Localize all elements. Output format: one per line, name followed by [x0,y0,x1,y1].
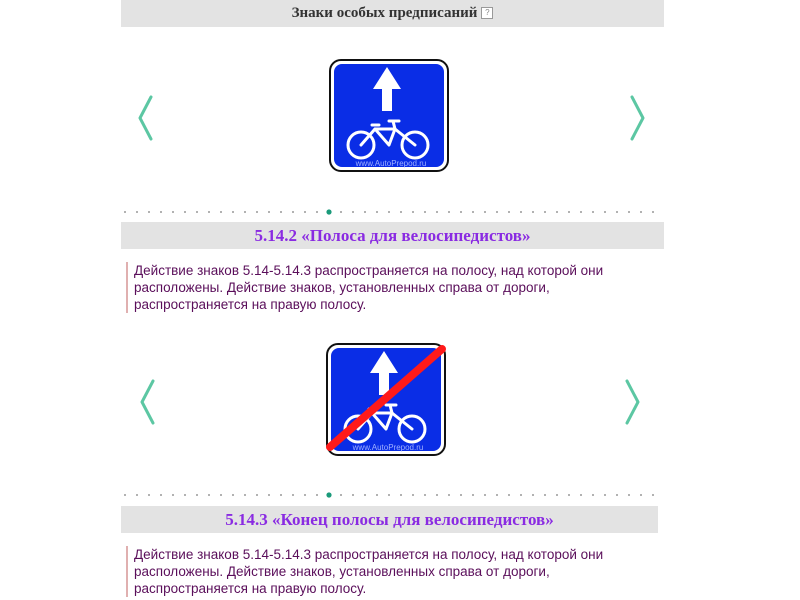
pagination-dot[interactable] [388,211,390,213]
pagination-dot[interactable] [604,211,606,213]
pagination-dot[interactable] [520,211,522,213]
pagination-dot-active[interactable] [326,492,331,497]
pagination-dot[interactable] [280,211,282,213]
pagination-dot[interactable] [448,494,450,496]
pagination-dot[interactable] [628,211,630,213]
pagination-dot[interactable] [136,211,138,213]
pagination-dot[interactable] [160,494,162,496]
pagination-dot[interactable] [304,494,306,496]
pagination-dot[interactable] [592,211,594,213]
pagination-dot[interactable] [148,211,150,213]
pagination-dot[interactable] [472,494,474,496]
help-icon[interactable]: ? [481,7,493,19]
sign-description: Действие знаков 5.14-5.14.3 распространяется на полосу, над которой они расположены. Действие знаков, установленных справа от дороги, распространяется на правую полосу. [126,546,634,597]
pagination-dot[interactable] [424,211,426,213]
pagination-dot[interactable] [568,494,570,496]
sign-watermark: www.AutoPrepod.ru [352,443,424,452]
pagination-dot[interactable] [352,494,354,496]
pagination-dot[interactable] [268,494,270,496]
pagination-dot[interactable] [292,494,294,496]
pagination-dot[interactable] [652,494,654,496]
sign-title: 5.14.3 «Конец полосы для велосипедистов» [121,506,658,533]
pagination-dot[interactable] [364,211,366,213]
pagination-dot[interactable] [556,211,558,213]
pagination-dot[interactable] [160,211,162,213]
pagination-dot[interactable] [244,211,246,213]
pagination-dot[interactable] [496,494,498,496]
pagination-dot[interactable] [148,494,150,496]
chevron-left-icon[interactable] [138,378,158,426]
pagination-dot[interactable] [400,211,402,213]
chevron-right-icon[interactable] [622,378,642,426]
pagination-dot[interactable] [184,211,186,213]
pagination-dot[interactable] [220,211,222,213]
sign-5-14-2-image [329,59,449,172]
pagination-dot[interactable] [520,494,522,496]
pagination-dot[interactable] [532,494,534,496]
pagination-dot[interactable] [532,211,534,213]
pagination-dot[interactable] [124,494,126,496]
pagination-dot[interactable] [496,211,498,213]
pagination-dot[interactable] [196,211,198,213]
pagination-dot[interactable] [388,494,390,496]
pagination-dot[interactable] [508,211,510,213]
pagination-dot[interactable] [460,211,462,213]
pagination-dot[interactable] [628,494,630,496]
pagination-dot-active[interactable] [326,209,331,214]
pagination-dot[interactable] [340,211,342,213]
pagination-dot[interactable] [256,211,258,213]
pagination-dot[interactable] [436,211,438,213]
pagination-dot[interactable] [412,211,414,213]
chevron-left-icon[interactable] [136,94,156,142]
pagination-dot[interactable] [448,211,450,213]
pagination-dot[interactable] [208,211,210,213]
pagination-dot[interactable] [484,211,486,213]
pagination-dot[interactable] [580,494,582,496]
chevron-right-icon[interactable] [627,94,647,142]
carousel-pagination [122,208,662,216]
pagination-dot[interactable] [196,494,198,496]
pagination-dot[interactable] [616,494,618,496]
sign-5-14-3-image [326,343,446,456]
pagination-dot[interactable] [640,211,642,213]
section-heading-bar [121,0,664,27]
pagination-dot[interactable] [376,211,378,213]
sign-watermark: www.AutoPrepod.ru [355,159,427,168]
pagination-dot[interactable] [580,211,582,213]
pagination-dot[interactable] [544,494,546,496]
pagination-dot[interactable] [280,494,282,496]
pagination-dot[interactable] [232,211,234,213]
pagination-dot[interactable] [268,211,270,213]
pagination-dot[interactable] [244,494,246,496]
pagination-dot[interactable] [256,494,258,496]
pagination-dot[interactable] [424,494,426,496]
sign-description: Действие знаков 5.14-5.14.3 распространяется на полосу, над которой они расположены. Действие знаков, установленных справа от дороги, распространяется на правую полосу. [126,262,634,313]
pagination-dot[interactable] [616,211,618,213]
pagination-dot[interactable] [436,494,438,496]
pagination-dot[interactable] [508,494,510,496]
pagination-dot[interactable] [604,494,606,496]
pagination-dot[interactable] [400,494,402,496]
pagination-dot[interactable] [544,211,546,213]
pagination-dot[interactable] [472,211,474,213]
pagination-dot[interactable] [184,494,186,496]
pagination-dot[interactable] [292,211,294,213]
pagination-dot[interactable] [376,494,378,496]
pagination-dot[interactable] [640,494,642,496]
pagination-dot[interactable] [304,211,306,213]
pagination-dot[interactable] [232,494,234,496]
pagination-dot[interactable] [568,211,570,213]
pagination-dot[interactable] [208,494,210,496]
pagination-dot[interactable] [652,211,654,213]
pagination-dot[interactable] [316,211,318,213]
section-heading: Знаки особых предписаний [291,5,478,21]
pagination-dot[interactable] [172,494,174,496]
pagination-dot[interactable] [352,211,354,213]
pagination-dot[interactable] [556,494,558,496]
pagination-dot[interactable] [316,494,318,496]
pagination-dot[interactable] [340,494,342,496]
pagination-dot[interactable] [124,211,126,213]
pagination-dot[interactable] [412,494,414,496]
pagination-dot[interactable] [592,494,594,496]
pagination-dot[interactable] [220,494,222,496]
pagination-dot[interactable] [364,494,366,496]
pagination-dot[interactable] [172,211,174,213]
pagination-dot[interactable] [136,494,138,496]
pagination-dot[interactable] [484,494,486,496]
sign-title: 5.14.2 «Полоса для велосипедистов» [121,222,664,249]
pagination-dot[interactable] [460,494,462,496]
carousel-pagination [122,491,662,499]
